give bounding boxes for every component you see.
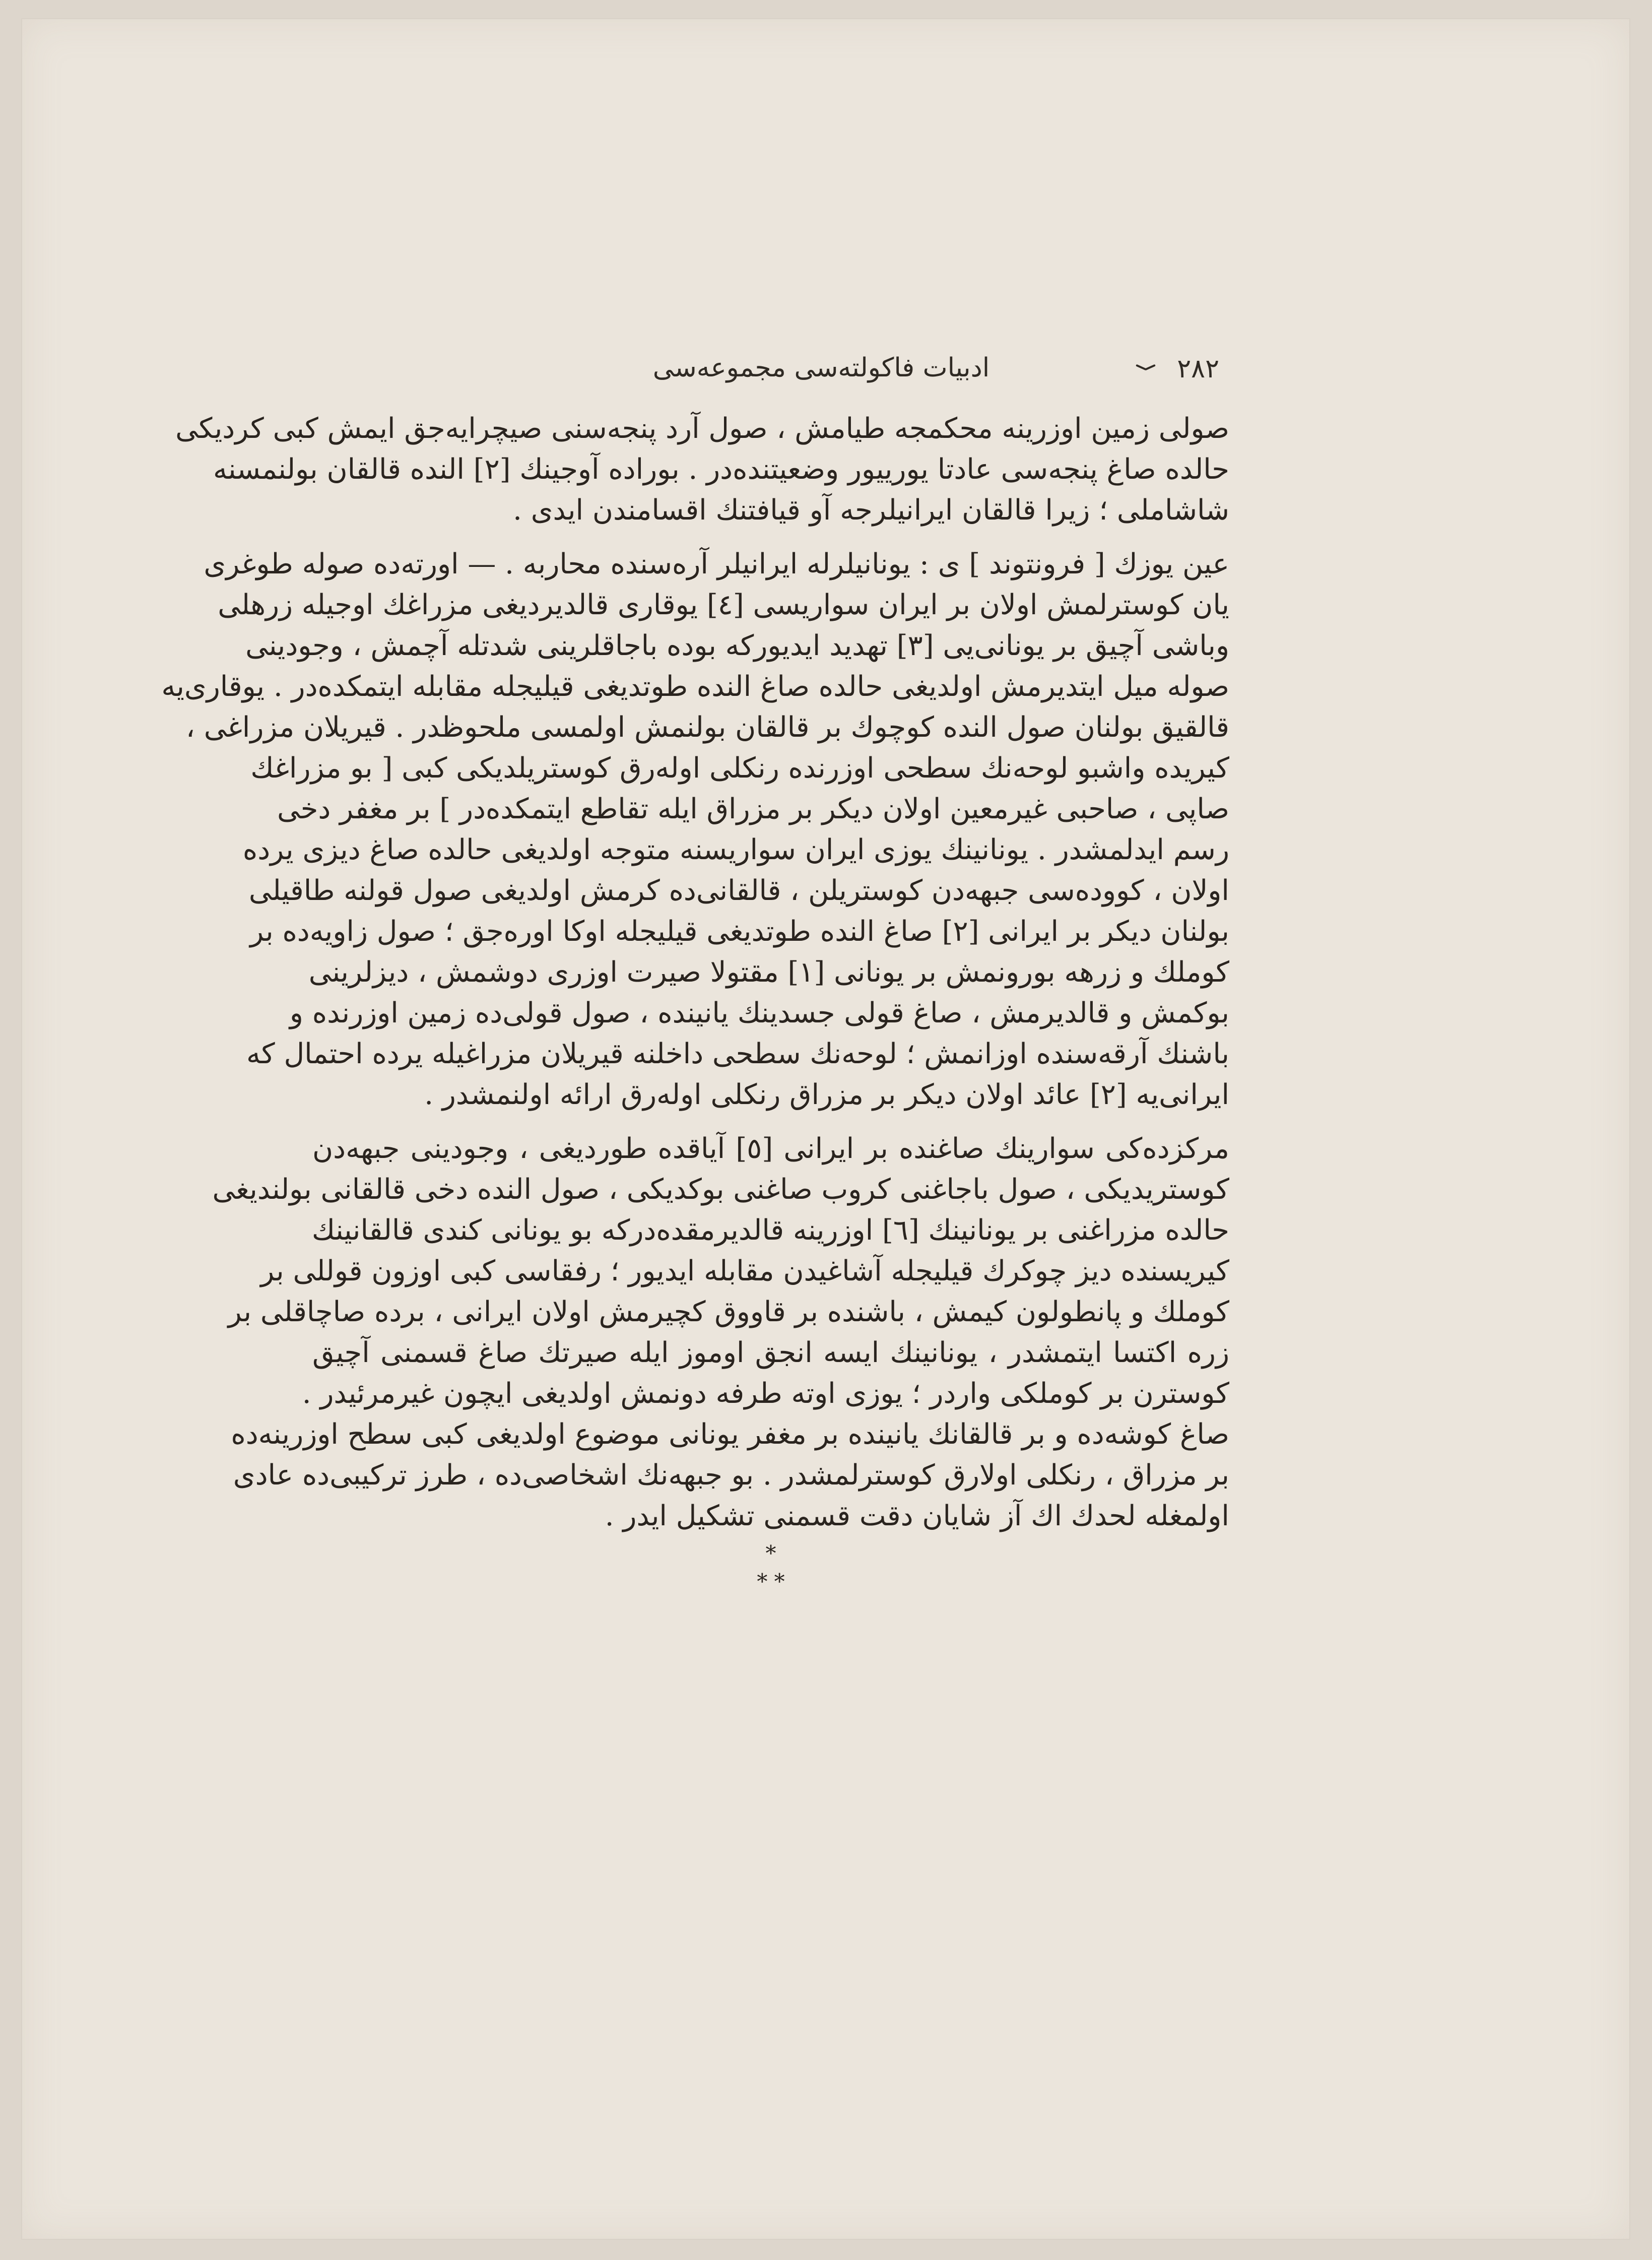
decorative-arrow-icon [1136,361,1160,374]
text-line: ايرانى‌يه [٢] عائد اولان ديكر بر مزراق رنكلى اوله‌رق ارائه اولنمشدر . [424,1078,1229,1111]
text-line: باشنك آرقه‌سنده اوزانمش ؛ لوحه‌نك سطحى داخلنه قيريلان مزراغيله يرده احتمال كه [246,1038,1229,1070]
section-separator-top: * [765,1541,776,1566]
text-line: حالده صاغ پنجه‌سى عادتا يورييور وضعيتنده‌در . بوراده آوجينك [٢] النده قالقان بولنمسنه [213,453,1229,486]
text-line: اولان ، كووده‌سى جبهه‌دن كوستريلن ، قالقانى‌ده كرمش اولديغى صول قولنه طاقيلى [248,874,1229,907]
text-line: عين يوزك [ فرونتوند ] ى : يونانيلرله ايرانيلر آره‌سنده محاربه . — اورته‌ده صوله طوغرى [204,548,1229,580]
page-number: ٢٨٢ [1177,354,1219,384]
text-line: زره اكتسا ايتمشدر ، يونانينك ايسه انجق اوموز ايله صيرتك صاغ قسمنى آچيق [312,1336,1229,1369]
text-line: كوستريديكى ، صول باجاغنى كروب صاغنى بوكديكى ، صول النده دخى قالقانى بولنديغى [212,1173,1229,1206]
paragraph [175,408,1229,531]
text-line: بولنان ديكر بر ايرانى [٢] صاغ النده طوتديغى قيليجله اوكا اوره‌جق ؛ صول زاويه‌ده بر [250,915,1229,948]
text-line: شاشاملى ؛ زيرا قالقان ايرانيلرجه آو قيافتنك اقسامندن ايدى . [513,494,1229,527]
text-line: كوسترن بر كوملكى واردر ؛ يوزى اوته طرفه دونمش اولديغى ايچون غيرمرئيدر . [302,1377,1229,1410]
text-line: صاپى ، صاحبى غيرمعين اولان ديكر بر مزراق ايله تقاطع ايتمكده‌در ] بر مغفر دخى [277,793,1229,825]
text-line: اولمغله لحدك اك آز شايان دقت قسمنى تشكيل ايدر . [605,1500,1229,1532]
paragraph-gap [312,531,1229,544]
text-line: صاغ كوشه‌ده و بر قالقانك يانينده بر مغفر يونانى موضوع اولديغى كبى سطح اوزرينه‌ده [231,1418,1229,1451]
running-title: ادبيات فاكولته‌سى مجموعه‌سى [652,353,990,383]
paragraph-gap [312,1115,1229,1128]
page-header [353,353,1219,393]
paragraph [161,544,1229,1115]
text-line: حالده مزراغنى بر يونانينك [٦] اوزرينه قالديرمقده‌دركه بو يونانى كندى قالقانينك [311,1214,1229,1247]
body-text [161,408,1229,1594]
page-number-group [1103,354,1219,384]
text-line: صوله ميل ايتديرمش اولديغى حالده صاغ النده طوتديغى قيليجله مقابله ايتمكده‌در . يوقارى‌يه [161,670,1229,703]
text-line: قالقيق بولنان صول النده كوچوك بر قالقان بولنمش اولمسى ملحوظدر . قيريلان مزراغى ، [185,711,1229,744]
text-line: رسم ايدلمشدر . يونانينك يوزى ايران سواريسنه متوجه اولديغى حالده صاغ ديزى يرده [242,833,1229,866]
text-line: صولى زمين اوزرينه محكمجه طيامش ، صول آرد پنجه‌سنى صيچرايه‌جق ايمش كبى كرديكى [175,412,1229,445]
paragraph [212,1128,1229,1536]
text-line: كيريده واشبو لوحه‌نك سطحى اوزرنده رنكلى اوله‌رق كوستريلديكى كبى [ بو مزراغك [250,752,1229,785]
text-line: كوملك و زرهه بورونمش بر يونانى [١] مقتولا صيرت اوزرى دوشمش ، ديزلرينى [308,956,1229,989]
text-line: بر مزراق ، رنكلى اولارق كوسترلمشدر . بو جبهه‌نك اشخاصى‌ده ، طرز تركيبى‌ده عادى [233,1459,1229,1492]
section-separator-bottom: * * [757,1569,785,1594]
text-line: كيريسنده ديز چوكرك قيليجله آشاغيدن مقابله ايديور ؛ رفقاسى كبى اوزون قوللى بر [260,1255,1229,1287]
text-line: كوملك و پانطولون كيمش ، باشنده بر قاووق كچيرمش اولان ايرانى ، برده صاچاقلى بر [228,1296,1229,1328]
text-line: وباشى آچيق بر يونانى‌يى [٣] تهديد ايديوركه بوده باجاقلرينى شدتله آچمش ، وجودينى [245,629,1229,662]
text-line: يان كوسترلمش اولان بر ايران سواريسى [٤] يوقارى قالديرديغى مزراغك اوجيله زرهلى [218,589,1229,621]
text-line: مركزده‌كى سوارينك صاغنده بر ايرانى [٥] آياقده طورديغى ، وجودينى جبهه‌دن [312,1132,1229,1165]
text-line: بوكمش و قالديرمش ، صاغ قولى جسدينك يانينده ، صول قولى‌ده زمين اوزرنده و [289,997,1229,1029]
